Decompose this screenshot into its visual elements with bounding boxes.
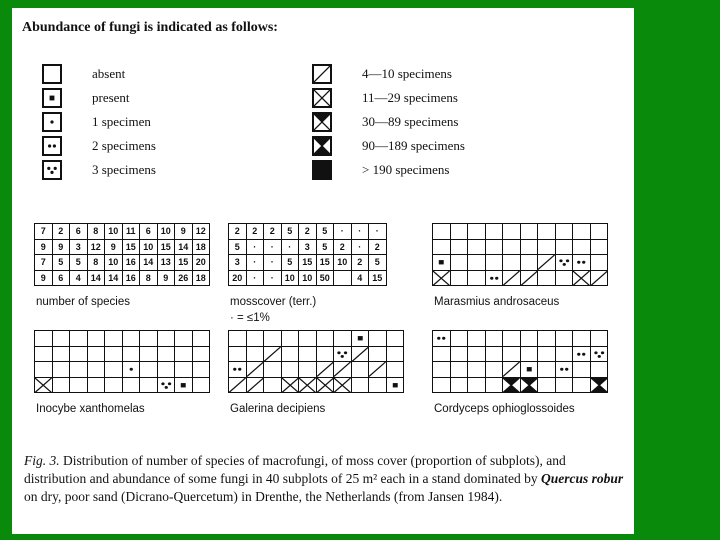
subplot-cell: 15 xyxy=(316,255,334,271)
subplot-cell xyxy=(87,362,105,378)
subplot-cell xyxy=(433,270,451,286)
caption-fig-label: Fig. 3. xyxy=(24,453,60,468)
subplot-cell xyxy=(468,255,486,271)
subplot-cell xyxy=(369,331,387,347)
legend-item-x-bow xyxy=(312,136,465,156)
subplot-cell: 14 xyxy=(105,270,123,286)
subplot-cell xyxy=(590,346,608,362)
subplot-cell xyxy=(503,239,521,255)
panel-label: number of species xyxy=(36,296,130,308)
subplot-cell: 5 xyxy=(229,239,247,255)
legend-item-diag xyxy=(312,64,452,84)
subplot-cell xyxy=(555,362,573,378)
subplot-cell xyxy=(105,362,123,378)
panel-label: Cordyceps ophioglossoides xyxy=(434,403,575,415)
subplot-cell: 16 xyxy=(122,255,140,271)
subplot-grid xyxy=(432,330,608,393)
subplot-cell xyxy=(334,331,352,347)
legend-label: 11—29 specimens xyxy=(362,90,458,105)
subplot-cell xyxy=(316,377,334,393)
subplot-cell: 12 xyxy=(87,239,105,255)
subplot-cell: 3 xyxy=(299,239,317,255)
legend-label: 4—10 specimens xyxy=(362,66,452,81)
subplot-cell xyxy=(140,331,158,347)
subplot-cell xyxy=(573,346,591,362)
subplot-cell: 15 xyxy=(157,239,175,255)
subplot-cell xyxy=(157,377,175,393)
legend-label: 3 specimens xyxy=(92,162,156,177)
subplot-cell xyxy=(468,362,486,378)
legend-item-two xyxy=(42,136,156,156)
subplot-cell: 7 xyxy=(35,255,53,271)
subplot-cell xyxy=(264,346,282,362)
subplot-cell: 9 xyxy=(35,239,53,255)
subplot-cell xyxy=(590,239,608,255)
subplot-cell: 5 xyxy=(281,224,299,240)
subplot-cell xyxy=(450,224,468,240)
subplot-cell xyxy=(573,255,591,271)
subplot-cell xyxy=(334,362,352,378)
subplot-cell: 50 xyxy=(316,270,334,286)
subplot-cell xyxy=(281,362,299,378)
panel-label: Galerina decipiens xyxy=(230,403,326,415)
subplot-cell: 15 xyxy=(122,239,140,255)
subplot-cell xyxy=(52,331,70,347)
subplot-cell: 5 xyxy=(70,255,88,271)
subplot-cell xyxy=(35,362,53,378)
subplot-cell xyxy=(281,346,299,362)
subplot-cell xyxy=(229,346,247,362)
subplot-cell xyxy=(555,377,573,393)
subplot-cell xyxy=(555,346,573,362)
legend-label: > 190 specimens xyxy=(362,162,450,177)
subplot-cell: 2 xyxy=(229,224,247,240)
subplot-cell xyxy=(175,346,193,362)
subplot-cell: 10 xyxy=(281,270,299,286)
subplot-cell xyxy=(351,346,369,362)
subplot-cell xyxy=(573,362,591,378)
subplot-cell: 2 xyxy=(334,239,352,255)
subplot-cell xyxy=(468,346,486,362)
subplot-cell xyxy=(229,362,247,378)
subplot-cell xyxy=(369,346,387,362)
subplot-cell xyxy=(555,255,573,271)
subplot-cell xyxy=(334,377,352,393)
subplot-cell xyxy=(573,331,591,347)
subplot-cell xyxy=(485,224,503,240)
subplot-cell xyxy=(538,362,556,378)
subplot-cell: 12 xyxy=(192,224,210,240)
subplot-cell: 18 xyxy=(192,239,210,255)
subplot-cell: 2 xyxy=(52,224,70,240)
subplot-cell xyxy=(503,270,521,286)
subplot-cell xyxy=(520,377,538,393)
subplot-cell xyxy=(386,362,404,378)
subplot-cell xyxy=(555,239,573,255)
subplot-cell xyxy=(450,270,468,286)
legend-label: present xyxy=(92,90,130,105)
subplot-cell xyxy=(555,270,573,286)
subplot-cell xyxy=(520,346,538,362)
subplot-cell xyxy=(140,362,158,378)
subplot-cell xyxy=(192,331,210,347)
subplot-cell xyxy=(105,377,123,393)
subplot-cell xyxy=(70,331,88,347)
subplot-cell: 20 xyxy=(229,270,247,286)
subplot-cell: · xyxy=(264,255,282,271)
subplot-cell xyxy=(334,346,352,362)
subplot-cell: · xyxy=(281,239,299,255)
panel-note: · = ≤1% xyxy=(230,312,270,324)
subplot-cell: 6 xyxy=(52,270,70,286)
subplot-cell: 2 xyxy=(351,255,369,271)
legend-item-full xyxy=(312,160,449,180)
subplot-grid xyxy=(432,223,608,286)
subplot-cell xyxy=(369,362,387,378)
subplot-cell: 2 xyxy=(264,224,282,240)
abundance-symbol-icon xyxy=(312,64,332,84)
subplot-cell: 5 xyxy=(281,255,299,271)
subplot-cell xyxy=(175,362,193,378)
subplot-cell: 4 xyxy=(70,270,88,286)
subplot-cell xyxy=(538,224,556,240)
subplot-cell: 2 xyxy=(246,224,264,240)
subplot-cell xyxy=(264,377,282,393)
subplot-cell xyxy=(573,224,591,240)
abundance-symbol-icon xyxy=(42,160,62,180)
subplot-cell xyxy=(485,255,503,271)
subplot-cell xyxy=(590,331,608,347)
legend-label: 90—189 specimens xyxy=(362,138,465,153)
subplot-cell xyxy=(351,362,369,378)
subplot-cell xyxy=(468,270,486,286)
subplot-cell xyxy=(520,362,538,378)
subplot-cell: 9 xyxy=(52,239,70,255)
subplot-cell: 10 xyxy=(105,255,123,271)
subplot-cell xyxy=(590,362,608,378)
subplot-cell xyxy=(433,224,451,240)
subplot-cell xyxy=(281,377,299,393)
subplot-cell xyxy=(485,346,503,362)
abundance-symbol-icon xyxy=(42,88,62,108)
subplot-cell xyxy=(520,239,538,255)
legend-label: 30—89 specimens xyxy=(362,114,459,129)
subplot-cell xyxy=(35,346,53,362)
subplot-cell xyxy=(450,362,468,378)
legend-item-present xyxy=(42,88,130,108)
subplot-cell xyxy=(351,377,369,393)
subplot-cell xyxy=(175,377,193,393)
subplot-cell xyxy=(555,331,573,347)
subplot-cell xyxy=(246,377,264,393)
subplot-cell xyxy=(590,224,608,240)
subplot-cell xyxy=(140,346,158,362)
subplot-cell: 4 xyxy=(351,270,369,286)
subplot-cell xyxy=(299,377,317,393)
subplot-cell xyxy=(433,255,451,271)
subplot-cell xyxy=(52,362,70,378)
subplot-cell: · xyxy=(246,239,264,255)
subplot-cell xyxy=(520,331,538,347)
subplot-cell xyxy=(122,377,140,393)
subplot-cell xyxy=(87,346,105,362)
subplot-cell xyxy=(157,331,175,347)
abundance-symbol-icon xyxy=(42,136,62,156)
subplot-cell xyxy=(70,362,88,378)
subplot-cell xyxy=(485,270,503,286)
subplot-cell xyxy=(433,239,451,255)
subplot-cell xyxy=(35,377,53,393)
subplot-cell xyxy=(538,377,556,393)
subplot-cell xyxy=(538,331,556,347)
subplot-cell xyxy=(485,239,503,255)
legend-item-x-tri xyxy=(312,112,458,132)
subplot-cell xyxy=(503,331,521,347)
subplot-cell: 6 xyxy=(140,224,158,240)
subplot-cell xyxy=(573,377,591,393)
subplot-cell xyxy=(573,270,591,286)
subplot-cell xyxy=(590,255,608,271)
legend-heading: Abundance of fungi is indicated as follows: xyxy=(22,20,278,35)
subplot-cell: 5 xyxy=(316,239,334,255)
subplot-cell xyxy=(299,331,317,347)
subplot-cell xyxy=(503,346,521,362)
subplot-cell xyxy=(316,346,334,362)
subplot-cell: · xyxy=(369,224,387,240)
subplot-cell: 3 xyxy=(70,239,88,255)
subplot-cell xyxy=(485,331,503,347)
subplot-cell xyxy=(433,346,451,362)
subplot-cell xyxy=(450,346,468,362)
subplot-cell: 14 xyxy=(87,270,105,286)
subplot-cell xyxy=(87,331,105,347)
subplot-cell: · xyxy=(351,224,369,240)
subplot-cell: 2 xyxy=(299,224,317,240)
subplot-cell xyxy=(555,224,573,240)
legend-label: 1 specimen xyxy=(92,114,151,129)
subplot-cell xyxy=(246,362,264,378)
subplot-cell xyxy=(157,362,175,378)
subplot-cell: 3 xyxy=(229,255,247,271)
subplot-cell xyxy=(485,362,503,378)
subplot-cell xyxy=(590,270,608,286)
subplot-cell xyxy=(246,331,264,347)
subplot-cell: 8 xyxy=(87,255,105,271)
subplot-cell xyxy=(140,377,158,393)
subplot-cell xyxy=(246,346,264,362)
legend-label: absent xyxy=(92,66,126,81)
subplot-grid xyxy=(34,330,210,393)
subplot-cell xyxy=(157,346,175,362)
subplot-cell: · xyxy=(246,270,264,286)
abundance-symbol-icon xyxy=(42,112,62,132)
subplot-cell xyxy=(450,255,468,271)
subplot-cell: 10 xyxy=(105,224,123,240)
subplot-cell xyxy=(192,377,210,393)
subplot-cell xyxy=(450,377,468,393)
legend-item-three xyxy=(42,160,156,180)
subplot-cell: 16 xyxy=(122,270,140,286)
subplot-cell: 11 xyxy=(122,224,140,240)
caption-species: Quercus robur xyxy=(540,471,624,486)
subplot-cell: 15 xyxy=(299,255,317,271)
legend-item-x xyxy=(312,88,458,108)
subplot-cell xyxy=(538,255,556,271)
subplot-cell xyxy=(538,346,556,362)
panel-label: Inocybe xanthomelas xyxy=(36,403,145,415)
subplot-cell: 10 xyxy=(140,239,158,255)
subplot-cell xyxy=(70,346,88,362)
subplot-cell: 20 xyxy=(192,255,210,271)
subplot-cell xyxy=(299,346,317,362)
subplot-cell: 2 xyxy=(369,239,387,255)
caption-text-2: on dry, poor sand (Dicrano-Quercetum) in Drenthe, the Netherlands (from Jansen 1984). xyxy=(24,489,503,504)
subplot-cell xyxy=(229,331,247,347)
subplot-cell xyxy=(450,331,468,347)
legend-item-absent xyxy=(42,64,125,84)
abundance-symbol-icon xyxy=(312,136,332,156)
subplot-cell xyxy=(351,331,369,347)
subplot-cell xyxy=(386,346,404,362)
subplot-cell xyxy=(386,377,404,393)
subplot-cell: · xyxy=(351,239,369,255)
subplot-cell xyxy=(264,362,282,378)
subplot-cell xyxy=(538,239,556,255)
abundance-symbol-icon xyxy=(42,64,62,84)
subplot-cell xyxy=(433,331,451,347)
subplot-cell: 8 xyxy=(140,270,158,286)
subplot-cell: 18 xyxy=(192,270,210,286)
subplot-cell xyxy=(192,362,210,378)
subplot-cell xyxy=(105,346,123,362)
subplot-grid xyxy=(34,223,210,286)
subplot-cell: 26 xyxy=(175,270,193,286)
subplot-cell: 14 xyxy=(175,239,193,255)
subplot-cell xyxy=(520,270,538,286)
subplot-cell xyxy=(538,270,556,286)
subplot-cell: 9 xyxy=(35,270,53,286)
subplot-cell: · xyxy=(246,255,264,271)
panel-label: Marasmius androsaceus xyxy=(434,296,560,308)
subplot-cell xyxy=(264,331,282,347)
legend-item-one xyxy=(42,112,151,132)
subplot-cell xyxy=(70,377,88,393)
subplot-cell: 10 xyxy=(157,224,175,240)
subplot-cell xyxy=(573,239,591,255)
subplot-cell xyxy=(87,377,105,393)
subplot-cell: · xyxy=(264,270,282,286)
subplot-cell: 14 xyxy=(140,255,158,271)
subplot-cell xyxy=(175,331,193,347)
subplot-grid xyxy=(228,330,404,393)
subplot-cell xyxy=(122,362,140,378)
subplot-cell xyxy=(334,270,352,286)
subplot-cell xyxy=(281,331,299,347)
subplot-cell: 9 xyxy=(175,224,193,240)
abundance-symbol-icon xyxy=(312,112,332,132)
subplot-cell xyxy=(35,331,53,347)
subplot-cell xyxy=(316,362,334,378)
abundance-symbol-icon xyxy=(312,160,332,180)
caption-text-1: Distribution of number of species of macrofungi, of moss cover (proportion of subplots), and distribution and abundance of some fungi in 40 subplots of 25 m² each in a stand dominated by xyxy=(24,453,566,486)
subplot-cell xyxy=(229,377,247,393)
legend-label: 2 specimens xyxy=(92,138,156,153)
subplot-cell xyxy=(192,346,210,362)
subplot-cell xyxy=(122,331,140,347)
panel-label: mosscover (terr.) xyxy=(230,296,317,308)
subplot-cell: 6 xyxy=(70,224,88,240)
subplot-cell: · xyxy=(334,224,352,240)
subplot-cell: 5 xyxy=(52,255,70,271)
subplot-cell: 9 xyxy=(157,270,175,286)
subplot-cell: 5 xyxy=(369,255,387,271)
subplot-cell xyxy=(52,346,70,362)
subplot-cell xyxy=(386,331,404,347)
subplot-cell xyxy=(503,224,521,240)
subplot-cell xyxy=(52,377,70,393)
subplot-cell xyxy=(299,362,317,378)
subplot-cell: 15 xyxy=(369,270,387,286)
subplot-cell: 7 xyxy=(35,224,53,240)
subplot-cell xyxy=(503,377,521,393)
subplot-cell xyxy=(122,346,140,362)
subplot-cell: 15 xyxy=(175,255,193,271)
abundance-symbol-icon xyxy=(312,88,332,108)
subplot-cell xyxy=(468,239,486,255)
subplot-cell xyxy=(590,377,608,393)
figure-caption xyxy=(24,452,624,506)
subplot-cell: · xyxy=(264,239,282,255)
subplot-cell: 13 xyxy=(157,255,175,271)
document-page xyxy=(12,8,634,534)
subplot-cell xyxy=(105,331,123,347)
subplot-cell xyxy=(503,255,521,271)
subplot-cell xyxy=(503,362,521,378)
subplot-cell xyxy=(468,331,486,347)
subplot-cell xyxy=(433,362,451,378)
subplot-cell: 5 xyxy=(316,224,334,240)
subplot-cell xyxy=(450,239,468,255)
subplot-cell xyxy=(468,224,486,240)
subplot-cell: 8 xyxy=(87,224,105,240)
subplot-cell xyxy=(468,377,486,393)
subplot-cell xyxy=(316,331,334,347)
subplot-grid xyxy=(228,223,387,286)
subplot-cell xyxy=(520,224,538,240)
subplot-cell: 10 xyxy=(334,255,352,271)
subplot-cell: 9 xyxy=(105,239,123,255)
subplot-cell: 10 xyxy=(299,270,317,286)
subplot-cell xyxy=(433,377,451,393)
subplot-cell xyxy=(520,255,538,271)
subplot-cell xyxy=(485,377,503,393)
subplot-cell xyxy=(369,377,387,393)
